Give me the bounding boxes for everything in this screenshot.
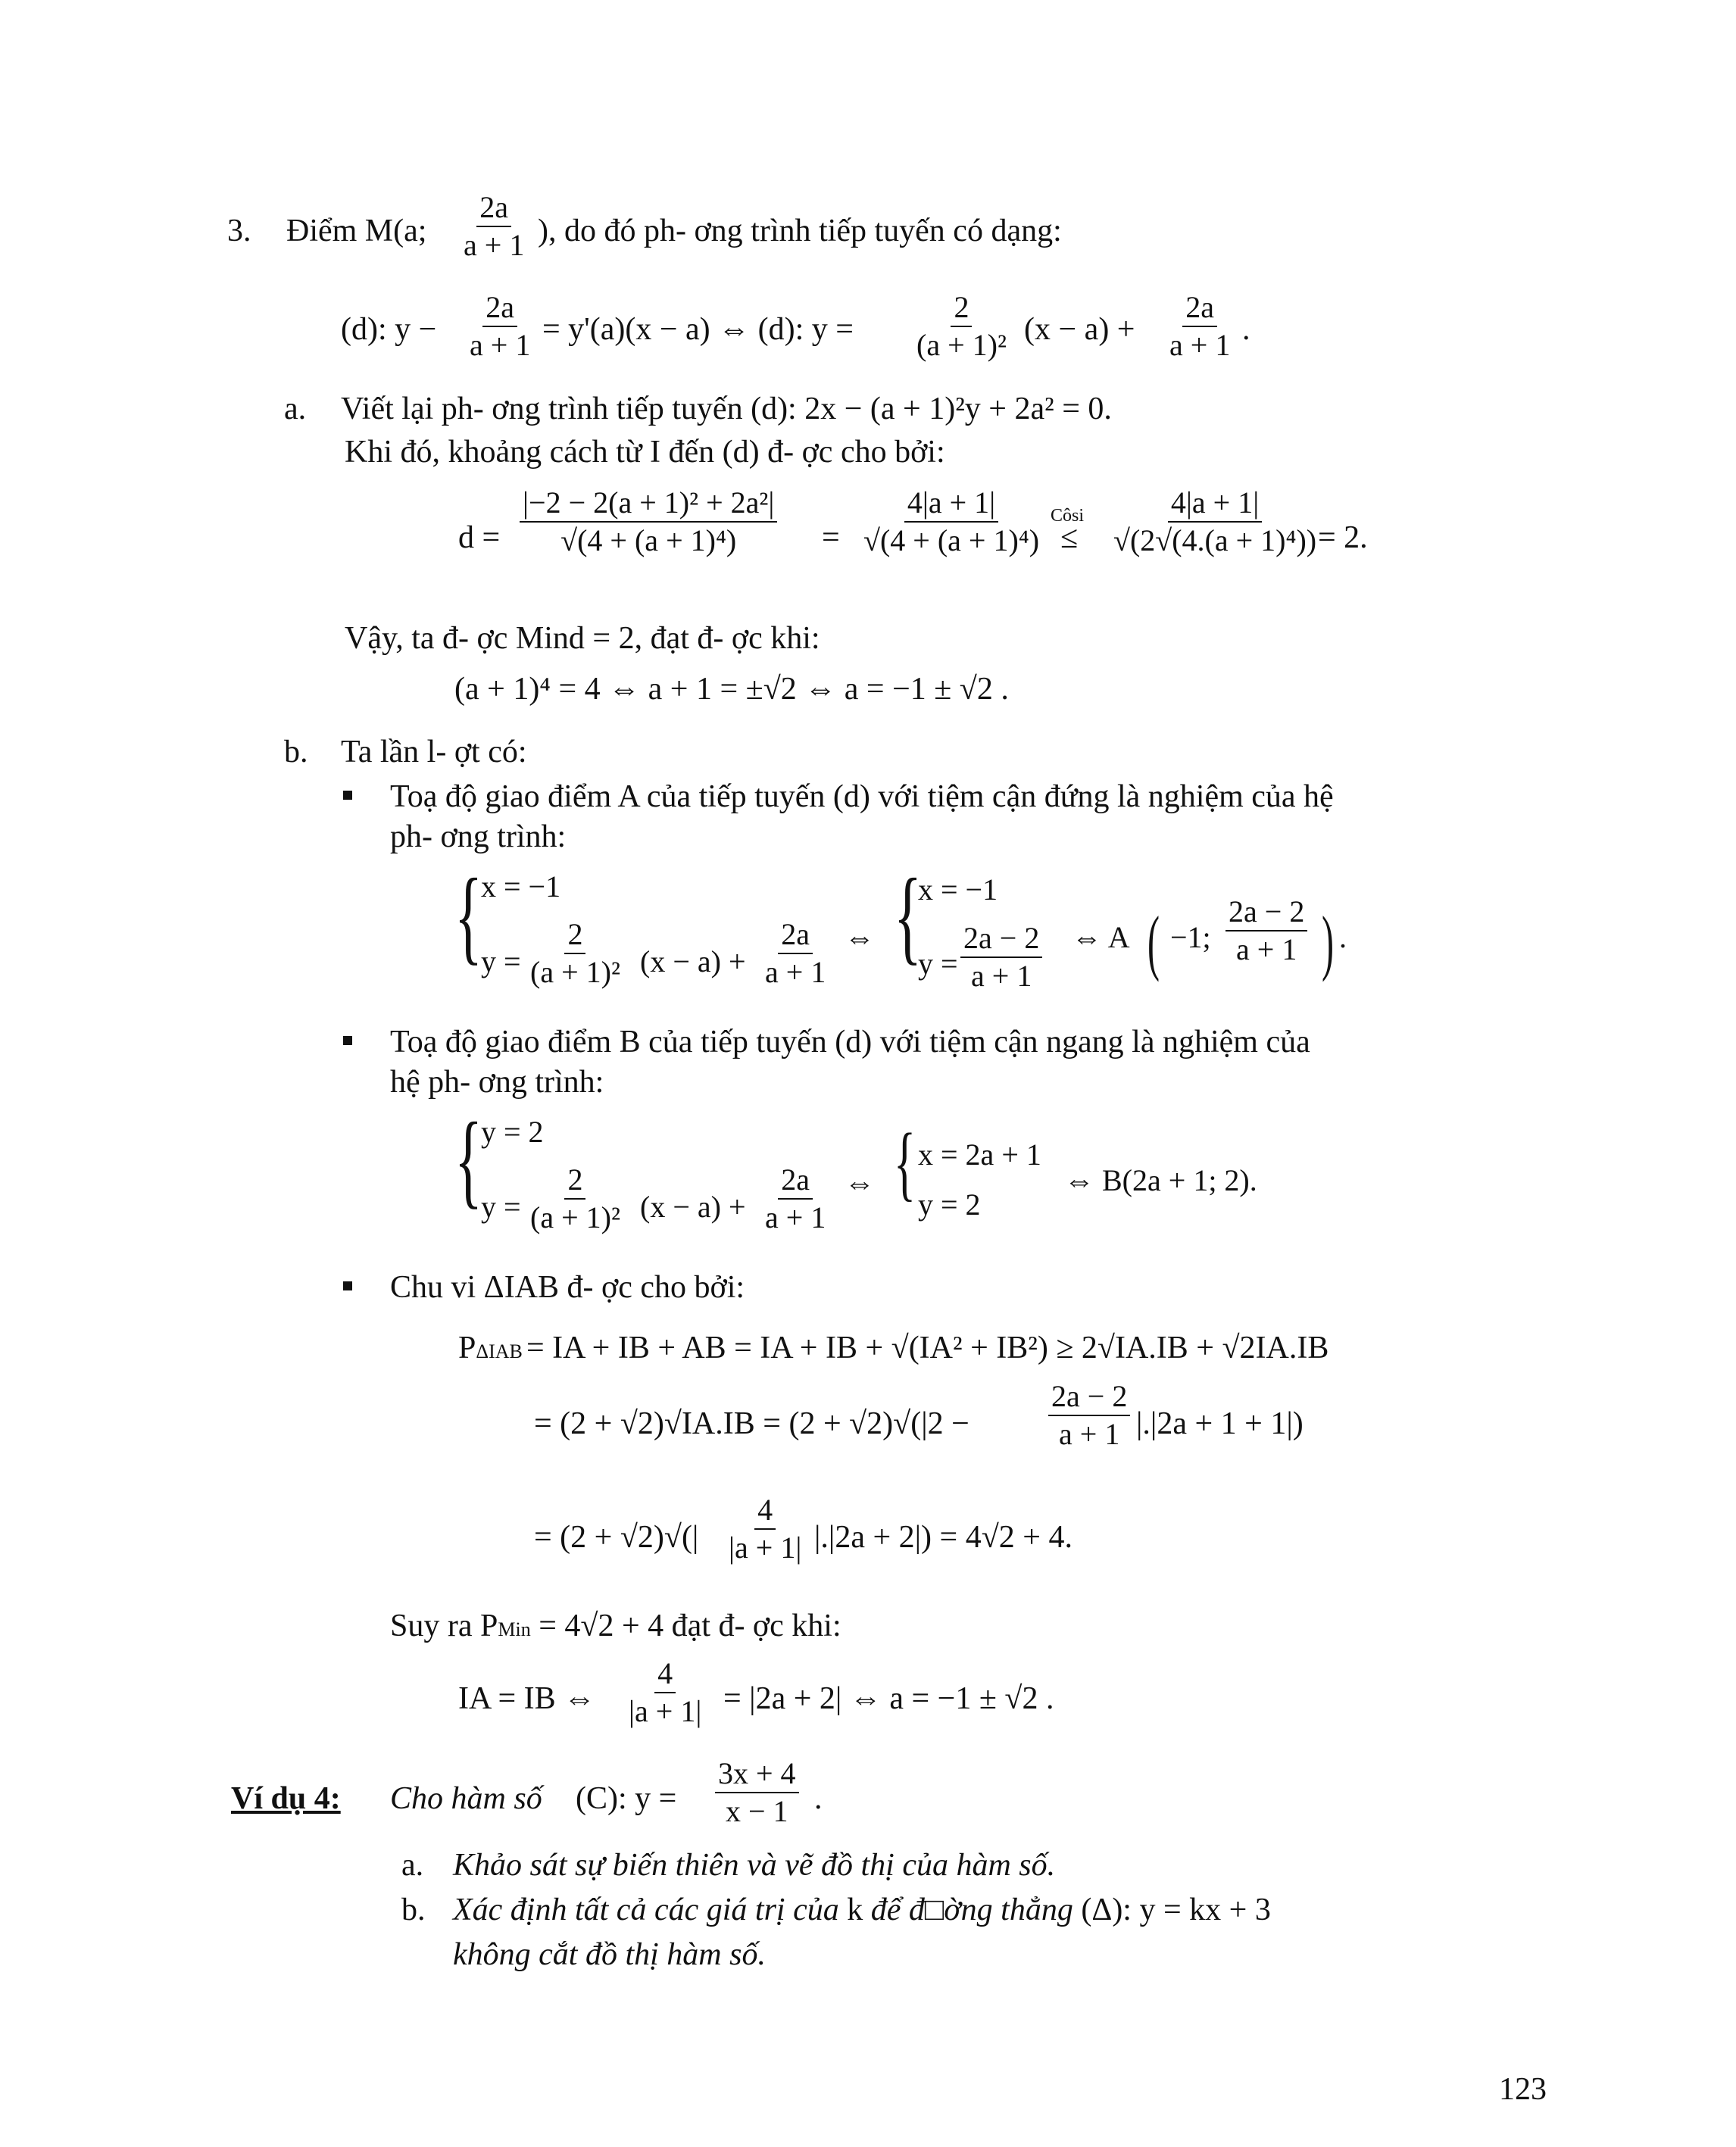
bullet2-line1: Toạ độ giao điểm B của tiếp tuyến (d) với tiệm cận ngang là nghiệm của	[390, 1025, 1310, 1059]
distance-frac1	[515, 485, 782, 559]
frac-numerator: 2	[564, 1162, 585, 1200]
equiv-arrow: ⇔	[845, 1166, 875, 1200]
example-end: .	[814, 1781, 823, 1816]
example-b-line1	[453, 1891, 1271, 1929]
bullet1-line1: Toạ độ giao điểm A của tiếp tuyến (d) với tiệm cận đứng là nghiệm của hệ	[390, 779, 1334, 814]
item3-intro-b: ), do đó ph- ơng trình tiếp tuyến có dạng:	[538, 214, 1062, 248]
sys1-frac2	[757, 916, 833, 991]
part-a-line4: (a + 1)⁴ = 4 ⇔ a + 1 = ±√2 ⇔ a = −1 ± √2 .	[454, 672, 1009, 707]
example-a-label: a.	[401, 1848, 424, 1883]
sys1b-row2-lhs: y =	[918, 947, 958, 981]
sys2-row1: y = 2	[481, 1115, 544, 1149]
tangent-frac2	[909, 289, 1014, 364]
right-paren: )	[1322, 901, 1334, 982]
item3-number: 3.	[227, 214, 251, 248]
example-b-text2: để đ□ờng thẳng	[870, 1893, 1073, 1927]
bullet2-line2: hệ ph- ơng trình:	[390, 1065, 604, 1100]
frac-numerator: |−2 − 2(a + 1)² + 2a²|	[520, 485, 777, 523]
bullet3-text: Chu vi ΔIAB đ- ợc cho bởi:	[390, 1270, 745, 1305]
example-b-line: (Δ): y = kx + 3	[1081, 1893, 1271, 1927]
perimeter-line2b: |.|2a + 1 + 1|)	[1136, 1406, 1304, 1441]
point-a-prefix: ⇔ A	[1072, 920, 1130, 954]
perimeter-line3-frac	[721, 1492, 809, 1566]
frac-numerator: 2a	[476, 189, 511, 227]
frac-denominator: a + 1	[1059, 1417, 1120, 1451]
frac-denominator: (a + 1)²	[916, 328, 1007, 362]
example-intro: Cho hàm số	[390, 1781, 542, 1816]
frac-numerator: 2	[951, 289, 972, 327]
equals-sign: =	[822, 520, 840, 555]
perimeter-line3a: = (2 + √2)√(|	[534, 1520, 699, 1555]
tangent-eq-end: .	[1242, 312, 1250, 347]
ia-ib-frac	[621, 1655, 709, 1730]
frac-denominator: a + 1	[470, 328, 531, 362]
example-b-k: k	[847, 1893, 863, 1927]
frac-numerator: 2a	[1182, 289, 1217, 327]
frac-numerator: 4	[654, 1655, 676, 1693]
frac-denominator: √(4 + (a + 1)⁴)	[863, 523, 1040, 557]
frac-denominator: √(2√(4.(a + 1)⁴))	[1113, 523, 1317, 557]
item3-intro-a: Điểm M(a;	[286, 214, 427, 248]
left-brace: {	[454, 1101, 482, 1219]
frac-denominator: x − 1	[726, 1794, 788, 1828]
left-brace: {	[894, 857, 922, 975]
min-subscript: Min	[498, 1618, 531, 1640]
page-number: 123	[1499, 2072, 1547, 2107]
frac-denominator: a + 1	[1169, 328, 1231, 362]
frac-numerator: 2a − 2	[960, 920, 1042, 958]
tangent-eq-c: (x − a) +	[1024, 312, 1135, 347]
example-func: (C): y =	[576, 1781, 677, 1816]
frac-denominator: a + 1	[765, 955, 826, 989]
part-b-intro: Ta lần l- ợt có:	[341, 735, 527, 769]
part-a-label: a.	[284, 392, 307, 426]
suy-ra-line	[390, 1607, 841, 1649]
frac-numerator: 2a	[778, 1162, 813, 1200]
bullet-marker	[343, 1036, 352, 1045]
equiv-arrow: ⇔	[845, 920, 875, 954]
frac-denominator: a + 1	[1236, 932, 1297, 966]
frac-numerator: 3x + 4	[715, 1755, 799, 1793]
sys1-frac1	[523, 916, 628, 991]
perimeter-line2-frac	[1044, 1378, 1135, 1453]
suy-ra-text: Suy ra P	[390, 1609, 498, 1643]
bullet-marker	[343, 1281, 352, 1290]
example-b-line2: không cắt đồ thị hàm số.	[453, 1937, 766, 1972]
frac-denominator: |a + 1|	[629, 1694, 702, 1728]
example-frac	[710, 1755, 804, 1830]
sys2-frac2	[757, 1162, 833, 1236]
tangent-frac1	[462, 289, 538, 364]
sys1b-frac	[956, 920, 1047, 994]
frac-denominator: a + 1	[971, 959, 1032, 993]
frac-numerator: 4|a + 1|	[904, 485, 998, 523]
suy-ra-value: = 4√2 + 4 đạt đ- ợc khi:	[530, 1609, 841, 1643]
point-a-frac	[1221, 894, 1312, 968]
perimeter-lhs	[458, 1329, 523, 1371]
frac-numerator: 2a	[482, 289, 517, 327]
sys1-row2-lhs: y =	[481, 944, 521, 978]
frac-denominator: √(4 + (a + 1)⁴)	[560, 523, 737, 557]
left-paren: (	[1147, 901, 1160, 982]
frac-denominator: a + 1	[464, 228, 525, 262]
distance-frac2	[856, 485, 1047, 559]
frac-denominator: (a + 1)²	[530, 955, 620, 989]
example-b-label: b.	[401, 1893, 426, 1927]
point-a-x: −1;	[1170, 920, 1211, 954]
leq-sign: ≤	[1060, 520, 1079, 555]
distance-frac3	[1106, 485, 1324, 559]
frac-numerator: 2	[564, 916, 585, 954]
example-b-text1: Xác định tất cả các giá trị của	[453, 1893, 839, 1927]
perimeter-line3b: |.|2a + 2|) = 4√2 + 4.	[814, 1520, 1073, 1555]
part-a-line3: Vậy, ta đ- ợc Mind = 2, đạt đ- ợc khi:	[345, 621, 820, 656]
frac-numerator: 2a − 2	[1226, 894, 1307, 932]
tangent-eq-lhs: (d): y −	[341, 312, 437, 347]
sys2-row2-lhs: y =	[481, 1190, 521, 1224]
frac-numerator: 2a − 2	[1048, 1378, 1130, 1416]
perimeter-subscript: ΔIAB	[476, 1340, 523, 1362]
sys2b-row2: y = 2	[918, 1187, 981, 1222]
example-a-text: Khảo sát sự biến thiên và vẽ đồ thị của hàm số.	[453, 1848, 1056, 1883]
perimeter-symbol: P	[458, 1331, 476, 1365]
point-a-end: .	[1339, 920, 1347, 954]
example-heading: Ví dụ 4:	[231, 1781, 341, 1816]
frac-numerator: 4	[754, 1492, 776, 1530]
ia-ib-lhs: IA = IB ⇔	[458, 1681, 596, 1716]
tangent-frac3	[1162, 289, 1238, 364]
distance-lhs: d =	[458, 520, 501, 555]
cosi-label: Côsi	[1051, 506, 1085, 526]
frac-denominator: (a + 1)²	[530, 1200, 620, 1234]
point-b-result: ⇔ B(2a + 1; 2).	[1064, 1163, 1257, 1197]
perimeter-line2a: = (2 + √2)√IA.IB = (2 + √2)√(|2 −	[534, 1406, 969, 1441]
sys2-row2-mid: (x − a) +	[640, 1190, 746, 1224]
bullet-marker	[343, 791, 352, 800]
sys1-row1: x = −1	[481, 869, 561, 903]
item3-fraction	[456, 189, 532, 264]
part-a-line2: Khi đó, khoảng cách từ I đến (d) đ- ợc cho bởi:	[345, 435, 945, 470]
distance-rhs: = 2.	[1318, 520, 1368, 555]
sys1b-row1: x = −1	[918, 872, 998, 907]
perimeter-line1: = IA + IB + AB = IA + IB + √(IA² + IB²) ≥ 2√IA.IB + √2IA.IB	[526, 1331, 1329, 1365]
ia-ib-rhs: = |2a + 2| ⇔ a = −1 ± √2 .	[723, 1681, 1054, 1716]
sys2-frac1	[523, 1162, 628, 1236]
frac-numerator: 2a	[778, 916, 813, 954]
part-b-label: b.	[284, 735, 308, 769]
left-brace: {	[894, 1116, 916, 1209]
tangent-eq-mid: = y'(a)(x − a) ⇔ (d): y =	[542, 312, 854, 347]
frac-numerator: 4|a + 1|	[1168, 485, 1262, 523]
part-a-line1: Viết lại ph- ơng trình tiếp tuyến (d): 2x − (a + 1)²y + 2a² = 0.	[341, 392, 1112, 426]
sys2b-row1: x = 2a + 1	[918, 1137, 1041, 1172]
sys1-row2-mid: (x − a) +	[640, 944, 746, 978]
frac-denominator: a + 1	[765, 1200, 826, 1234]
left-brace: {	[454, 857, 482, 975]
frac-denominator: |a + 1|	[729, 1531, 802, 1565]
bullet1-line2: ph- ơng trình:	[390, 819, 567, 854]
